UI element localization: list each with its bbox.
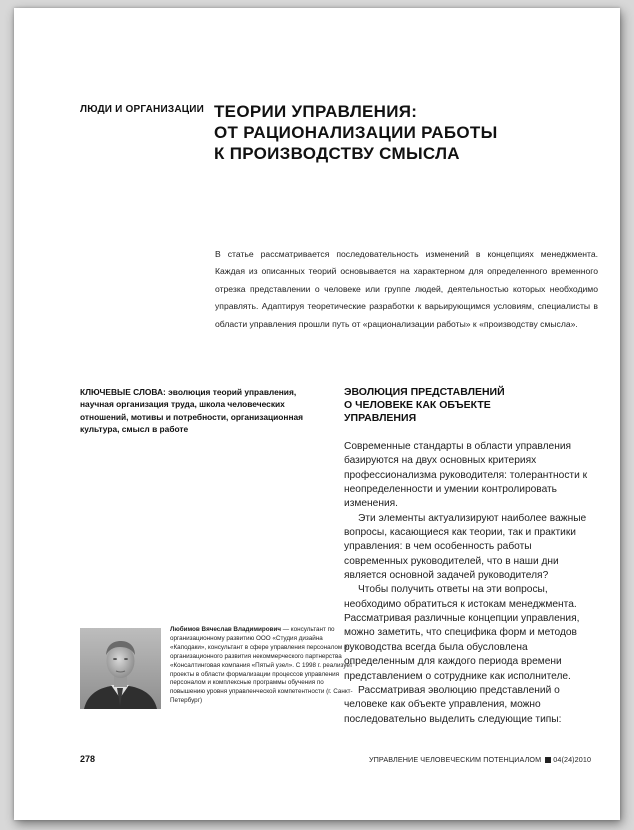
page-number: 278 bbox=[80, 754, 96, 764]
author-portrait-image bbox=[80, 628, 161, 709]
heading-line: О ЧЕЛОВЕКЕ КАК ОБЪЕКТЕ bbox=[344, 399, 491, 411]
body-text bbox=[344, 440, 588, 727]
keywords-block bbox=[80, 386, 320, 435]
journal-footer bbox=[369, 755, 591, 764]
body-paragraph: Рассматривая эволюцию представлений о человеке как объекте управления, можно последовательно выделить следующие типы: bbox=[344, 684, 562, 725]
body-paragraph: Современные стандарты в области управления базируются на двух основных критериях профессионализма руководителя: толерантности к неопределенности и умении контролировать изменения. bbox=[344, 441, 588, 510]
body-paragraph: Чтобы получить ответы на эти вопросы, необходимо обратиться к истокам менеджмента. Рассматривая различные концепции управления, можно заметить, что специфика форм и методов руководства всегда была обусловлена определенным для каждого периода времени представлением о сотруднике как исполнителе. bbox=[344, 584, 580, 682]
journal-page bbox=[14, 8, 620, 820]
title-line: ОТ РАЦИОНАЛИЗАЦИИ РАБОТЫ bbox=[214, 123, 498, 142]
journal-issue: 04(24)2010 bbox=[553, 755, 592, 764]
heading-line: УПРАВЛЕНИЯ bbox=[344, 412, 417, 424]
keywords-text: эволюция теорий управления, научная организация труда, школа человеческих отношений, мотивы и потребности, организационная культура, смысл в работе bbox=[80, 387, 304, 434]
section-label: ЛЮДИ И ОРГАНИЗАЦИИ bbox=[80, 104, 205, 115]
author-photo bbox=[80, 628, 161, 709]
square-bullet-icon bbox=[545, 757, 551, 763]
article-title bbox=[214, 101, 534, 164]
author-name: Любимов Вячеслав Владимирович bbox=[170, 626, 281, 633]
journal-name: УПРАВЛЕНИЕ ЧЕЛОВЕЧЕСКИМ ПОТЕНЦИАЛОМ bbox=[369, 755, 542, 764]
author-bio bbox=[170, 626, 354, 706]
article-abstract: В статье рассматривается последовательность изменений в концепциях менеджмента. Каждая из описанных теорий основывается на характерном для определенного временного отрезка представлении о человеке или группе людей, деятельностью которых необходимо управлять. Адаптируя теоретические разработки к варьирующимся условиям, специалисты в области управления прошли путь от «рационализации работы» к «производству смысла». bbox=[215, 249, 598, 329]
title-line: ТЕОРИИ УПРАВЛЕНИЯ: bbox=[214, 102, 418, 121]
keywords-label: КЛЮЧЕВЫЕ СЛОВА: bbox=[80, 387, 166, 397]
author-description: — консультант по организационному развитию ООО «Студия дизайна «Каподаки», консультант в сфере управления персоналом и организационного развития некоммерческого партнерства «Консалтинговая компания «Пятый узел». С 1998 г. реализует проекты в области формализации процессов управления персоналом и комплексные программы обучения по повышению уровня управленческой компетентности (г. Санкт-Петербург) bbox=[170, 626, 353, 705]
body-paragraph: Эти элементы актуализируют наиболее важные вопросы, касающиеся как теории, так и практики управления: в чем особенность работы современных руководителей, что в наши дни является основной задачей руководителя? bbox=[344, 512, 587, 582]
title-line: К ПРОИЗВОДСТВУ СМЫСЛА bbox=[214, 144, 460, 163]
section-heading bbox=[344, 386, 544, 425]
heading-line: ЭВОЛЮЦИЯ ПРЕДСТАВЛЕНИЙ bbox=[344, 386, 505, 398]
